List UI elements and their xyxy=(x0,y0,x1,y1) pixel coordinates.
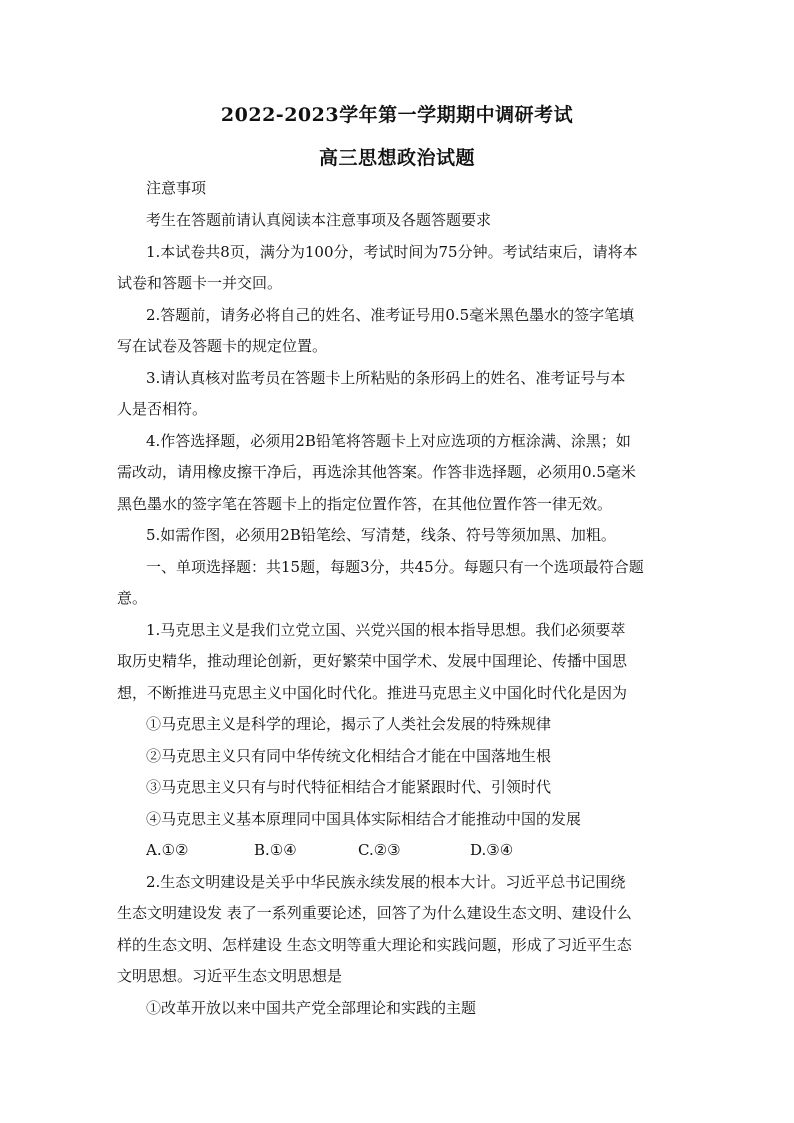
notice-item-5: 5.如需作图，必须用2B铅笔绘、写清楚，线条、符号等须加黑、加粗。 xyxy=(146,526,616,544)
question-2-option-1: ①改革开放以来中国共产党全部理论和实践的主题 xyxy=(146,999,477,1017)
notice-item-1-line-1: 1.本试卷共8页，满分为100分，考试时间为75分钟。考试结束后，请将本 xyxy=(146,243,638,261)
question-1-choice-c: C.②③ xyxy=(358,841,401,859)
notice-item-3-line-2: 人是否相符。 xyxy=(117,400,208,418)
question-1-option-4: ④马克思主义基本原理同中国具体实际相结合才能推动中国的发展 xyxy=(146,810,582,828)
notice-item-4-line-3: 黑色墨水的签字笔在答题卡上的指定位置作答，在其他位置作答一律无效。 xyxy=(117,495,613,513)
question-1-choice-a: A.①② xyxy=(146,841,189,859)
question-1-choice-b: B.①④ xyxy=(254,841,297,859)
notice-heading: 注意事项 xyxy=(146,179,207,197)
question-2-line-4: 文明思想。习近平生态文明思想是 xyxy=(117,967,343,985)
notice-item-3-line-1: 3.请认真核对监考员在答题卡上所粘贴的条形码上的姓名、准考证号与本 xyxy=(146,369,626,387)
notice-item-1-line-2: 试卷和答题卡一并交回。 xyxy=(117,274,283,292)
question-2-line-2: 生态文明建设发 表了一系列重要论述，回答了为什么建设生态文明、建设什么 xyxy=(117,904,632,922)
notice-item-2-line-2: 写在试卷及答题卡的规定位置。 xyxy=(117,337,328,355)
notice-item-2-line-1: 2.答题前，请务必将自己的姓名、准考证号用0.5毫米黑色墨水的签字笔填 xyxy=(146,306,635,324)
exam-title: 2022-2023学年第一学期期中调研考试 xyxy=(220,104,574,126)
question-1-line-3: 想，不断推进马克思主义中国化时代化。推进马克思主义中国化时代化是因为 xyxy=(117,684,628,702)
question-1-line-2: 取历史精华，推动理论创新，更好繁荣中国学术、发展中国理论、传播中国思 xyxy=(117,652,628,670)
question-2-line-3: 样的生态文明、怎样建设 生态文明等重大理论和实践问题，形成了习近平生态 xyxy=(117,936,632,954)
exam-subtitle: 高三思想政治试题 xyxy=(318,147,475,169)
question-1-line-1: 1.马克思主义是我们立党立国、兴党兴国的根本指导思想。我们必须要萃 xyxy=(146,621,626,639)
question-2-line-1: 2.生态文明建设是关乎中华民族永续发展的根本大计。习近平总书记围绕 xyxy=(146,873,626,891)
question-1-option-3: ③马克思主义只有与时代特征相结合才能紧跟时代、引领时代 xyxy=(146,778,552,796)
question-1-choices xyxy=(146,840,513,860)
question-1-option-1: ①马克思主义是科学的理论，揭示了人类社会发展的特殊规律 xyxy=(146,715,552,733)
section-1-heading-line-2: 意。 xyxy=(117,589,148,607)
question-1-option-2: ②马克思主义只有同中华传统文化相结合才能在中国落地生根 xyxy=(146,747,552,765)
notice-item-4-line-2: 需改动，请用橡皮擦干净后，再选涂其他答案。作答非选择题，必须用0.5毫米 xyxy=(117,463,636,481)
question-1-choice-d: D.③④ xyxy=(470,841,514,859)
notice-intro: 考生在答题前请认真阅读本注意事项及各题答题要求 xyxy=(146,211,492,229)
section-1-heading-line-1: 一、单项选择题：共15题，每题3分，共45分。每题只有一个选项最符合题 xyxy=(146,558,644,576)
notice-item-4-line-1: 4.作答选择题，必须用2B铅笔将答题卡上对应选项的方框涂满、涂黑；如 xyxy=(146,432,631,450)
